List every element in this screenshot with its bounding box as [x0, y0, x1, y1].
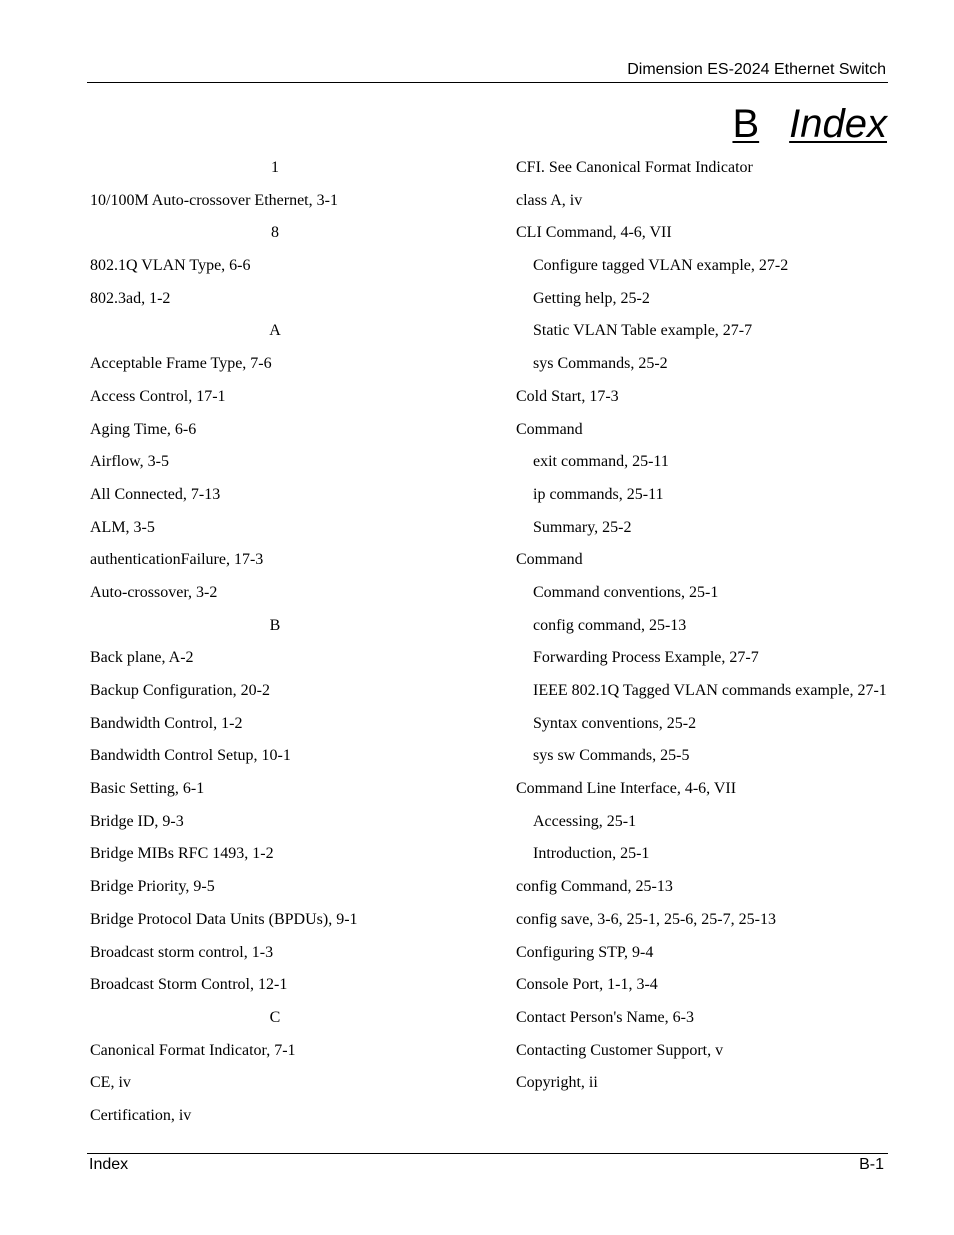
- index-entry: Command Line Interface, 4-6, VII: [516, 780, 737, 798]
- index-entry: Basic Setting, 6-1: [90, 780, 205, 798]
- index-entry: Bridge Protocol Data Units (BPDUs), 9-1: [90, 910, 358, 928]
- index-subentry: Introduction, 25-1: [533, 845, 650, 863]
- index-entry: Airflow, 3-5: [90, 453, 169, 471]
- index-subentry: Summary, 25-2: [533, 518, 632, 536]
- index-subentry: sys Commands, 25-2: [533, 355, 668, 373]
- index-subentry: Syntax conventions, 25-2: [533, 714, 697, 732]
- chapter-letter: B: [732, 102, 760, 146]
- index-subentry: IEEE 802.1Q Tagged VLAN commands example, 27-1: [533, 682, 887, 699]
- index-letter-heading: A: [269, 322, 281, 340]
- index-entry: CLI Command, 4-6, VII: [516, 224, 672, 242]
- index-subentry: Command conventions, 25-1: [533, 583, 719, 601]
- index-entry: Aging Time, 6-6: [90, 420, 197, 438]
- index-entry: Configuring STP, 9-4: [516, 943, 654, 961]
- index-entry: Console Port, 1-1, 3-4: [516, 976, 658, 994]
- index-letter-heading: 1: [271, 159, 279, 176]
- index-subentry: config command, 25-13: [533, 616, 687, 634]
- index-letter-heading: C: [269, 1008, 281, 1026]
- index-entry: 10/100M Auto-crossover Ethernet, 3-1: [90, 191, 338, 209]
- index-entry: Broadcast storm control, 1-3: [90, 943, 274, 961]
- index-entry: Acceptable Frame Type, 7-6: [90, 355, 272, 373]
- index-entry: Contact Person's Name, 6-3: [516, 1008, 694, 1026]
- index-subentry: ip commands, 25-11: [533, 485, 664, 503]
- index-entry: Bridge ID, 9-3: [90, 812, 184, 830]
- footer-section-name: Index: [89, 1156, 129, 1173]
- running-header: Dimension ES-2024 Ethernet Switch: [627, 61, 886, 78]
- index-entry: Cold Start, 17-3: [516, 387, 619, 405]
- index-entry: Bridge Priority, 9-5: [90, 878, 215, 896]
- index-subentry: Forwarding Process Example, 27-7: [533, 649, 759, 667]
- index-entry: Auto-crossover, 3-2: [90, 583, 218, 601]
- index-entry: Bandwidth Control, 1-2: [90, 714, 243, 732]
- index-entry: Copyright, ii: [516, 1074, 598, 1092]
- index-entry: ALM, 3-5: [90, 518, 155, 536]
- index-subentry: Getting help, 25-2: [533, 289, 650, 307]
- index-entry: Command: [516, 551, 583, 569]
- index-entry: Contacting Customer Support, v: [516, 1041, 724, 1059]
- index-subentry: exit command, 25-11: [533, 453, 669, 471]
- footer-rule: [87, 1153, 888, 1154]
- index-subentry: Accessing, 25-1: [533, 812, 637, 830]
- chapter-heading: [732, 100, 887, 148]
- index-entry: CE, iv: [90, 1074, 131, 1092]
- index-entry: All Connected, 7-13: [90, 485, 221, 503]
- index-column-left: [90, 156, 460, 1137]
- index-letter-heading: 8: [271, 224, 279, 242]
- index-entry: Bandwidth Control Setup, 10-1: [90, 747, 291, 765]
- index-entry: 802.1Q VLAN Type, 6-6: [90, 257, 251, 275]
- index-subentry: Configure tagged VLAN example, 27-2: [533, 257, 789, 275]
- index-entry: Access Control, 17-1: [90, 387, 226, 405]
- index-entry: config Command, 25-13: [516, 878, 673, 896]
- index-entry: Canonical Format Indicator, 7-1: [90, 1041, 296, 1059]
- index-entry: 802.3ad, 1-2: [90, 289, 171, 307]
- index-entry: Command: [516, 420, 583, 438]
- index-subentry: sys sw Commands, 25-5: [533, 747, 690, 765]
- index-entry: authenticationFailure, 17-3: [90, 551, 264, 569]
- header-rule: [87, 82, 888, 83]
- index-entry: class A, iv: [516, 191, 583, 209]
- chapter-title: Index: [789, 102, 887, 146]
- index-entry: Bridge MIBs RFC 1493, 1-2: [90, 845, 274, 863]
- index-letter-heading: B: [269, 616, 281, 634]
- index-entry: Backup Configuration, 20-2: [90, 682, 270, 699]
- index-entry: CFI. See Canonical Format Indicator: [516, 159, 753, 176]
- index-entry: config save, 3-6, 25-1, 25-6, 25-7, 25-13: [516, 910, 776, 928]
- index-entry: Back plane, A-2: [90, 649, 194, 667]
- index-entry: Certification, iv: [90, 1106, 192, 1124]
- index-subentry: Static VLAN Table example, 27-7: [533, 322, 753, 340]
- index-entry: Broadcast Storm Control, 12-1: [90, 976, 288, 994]
- index-column-right: [516, 156, 888, 1104]
- footer-page-number: B-1: [859, 1156, 884, 1173]
